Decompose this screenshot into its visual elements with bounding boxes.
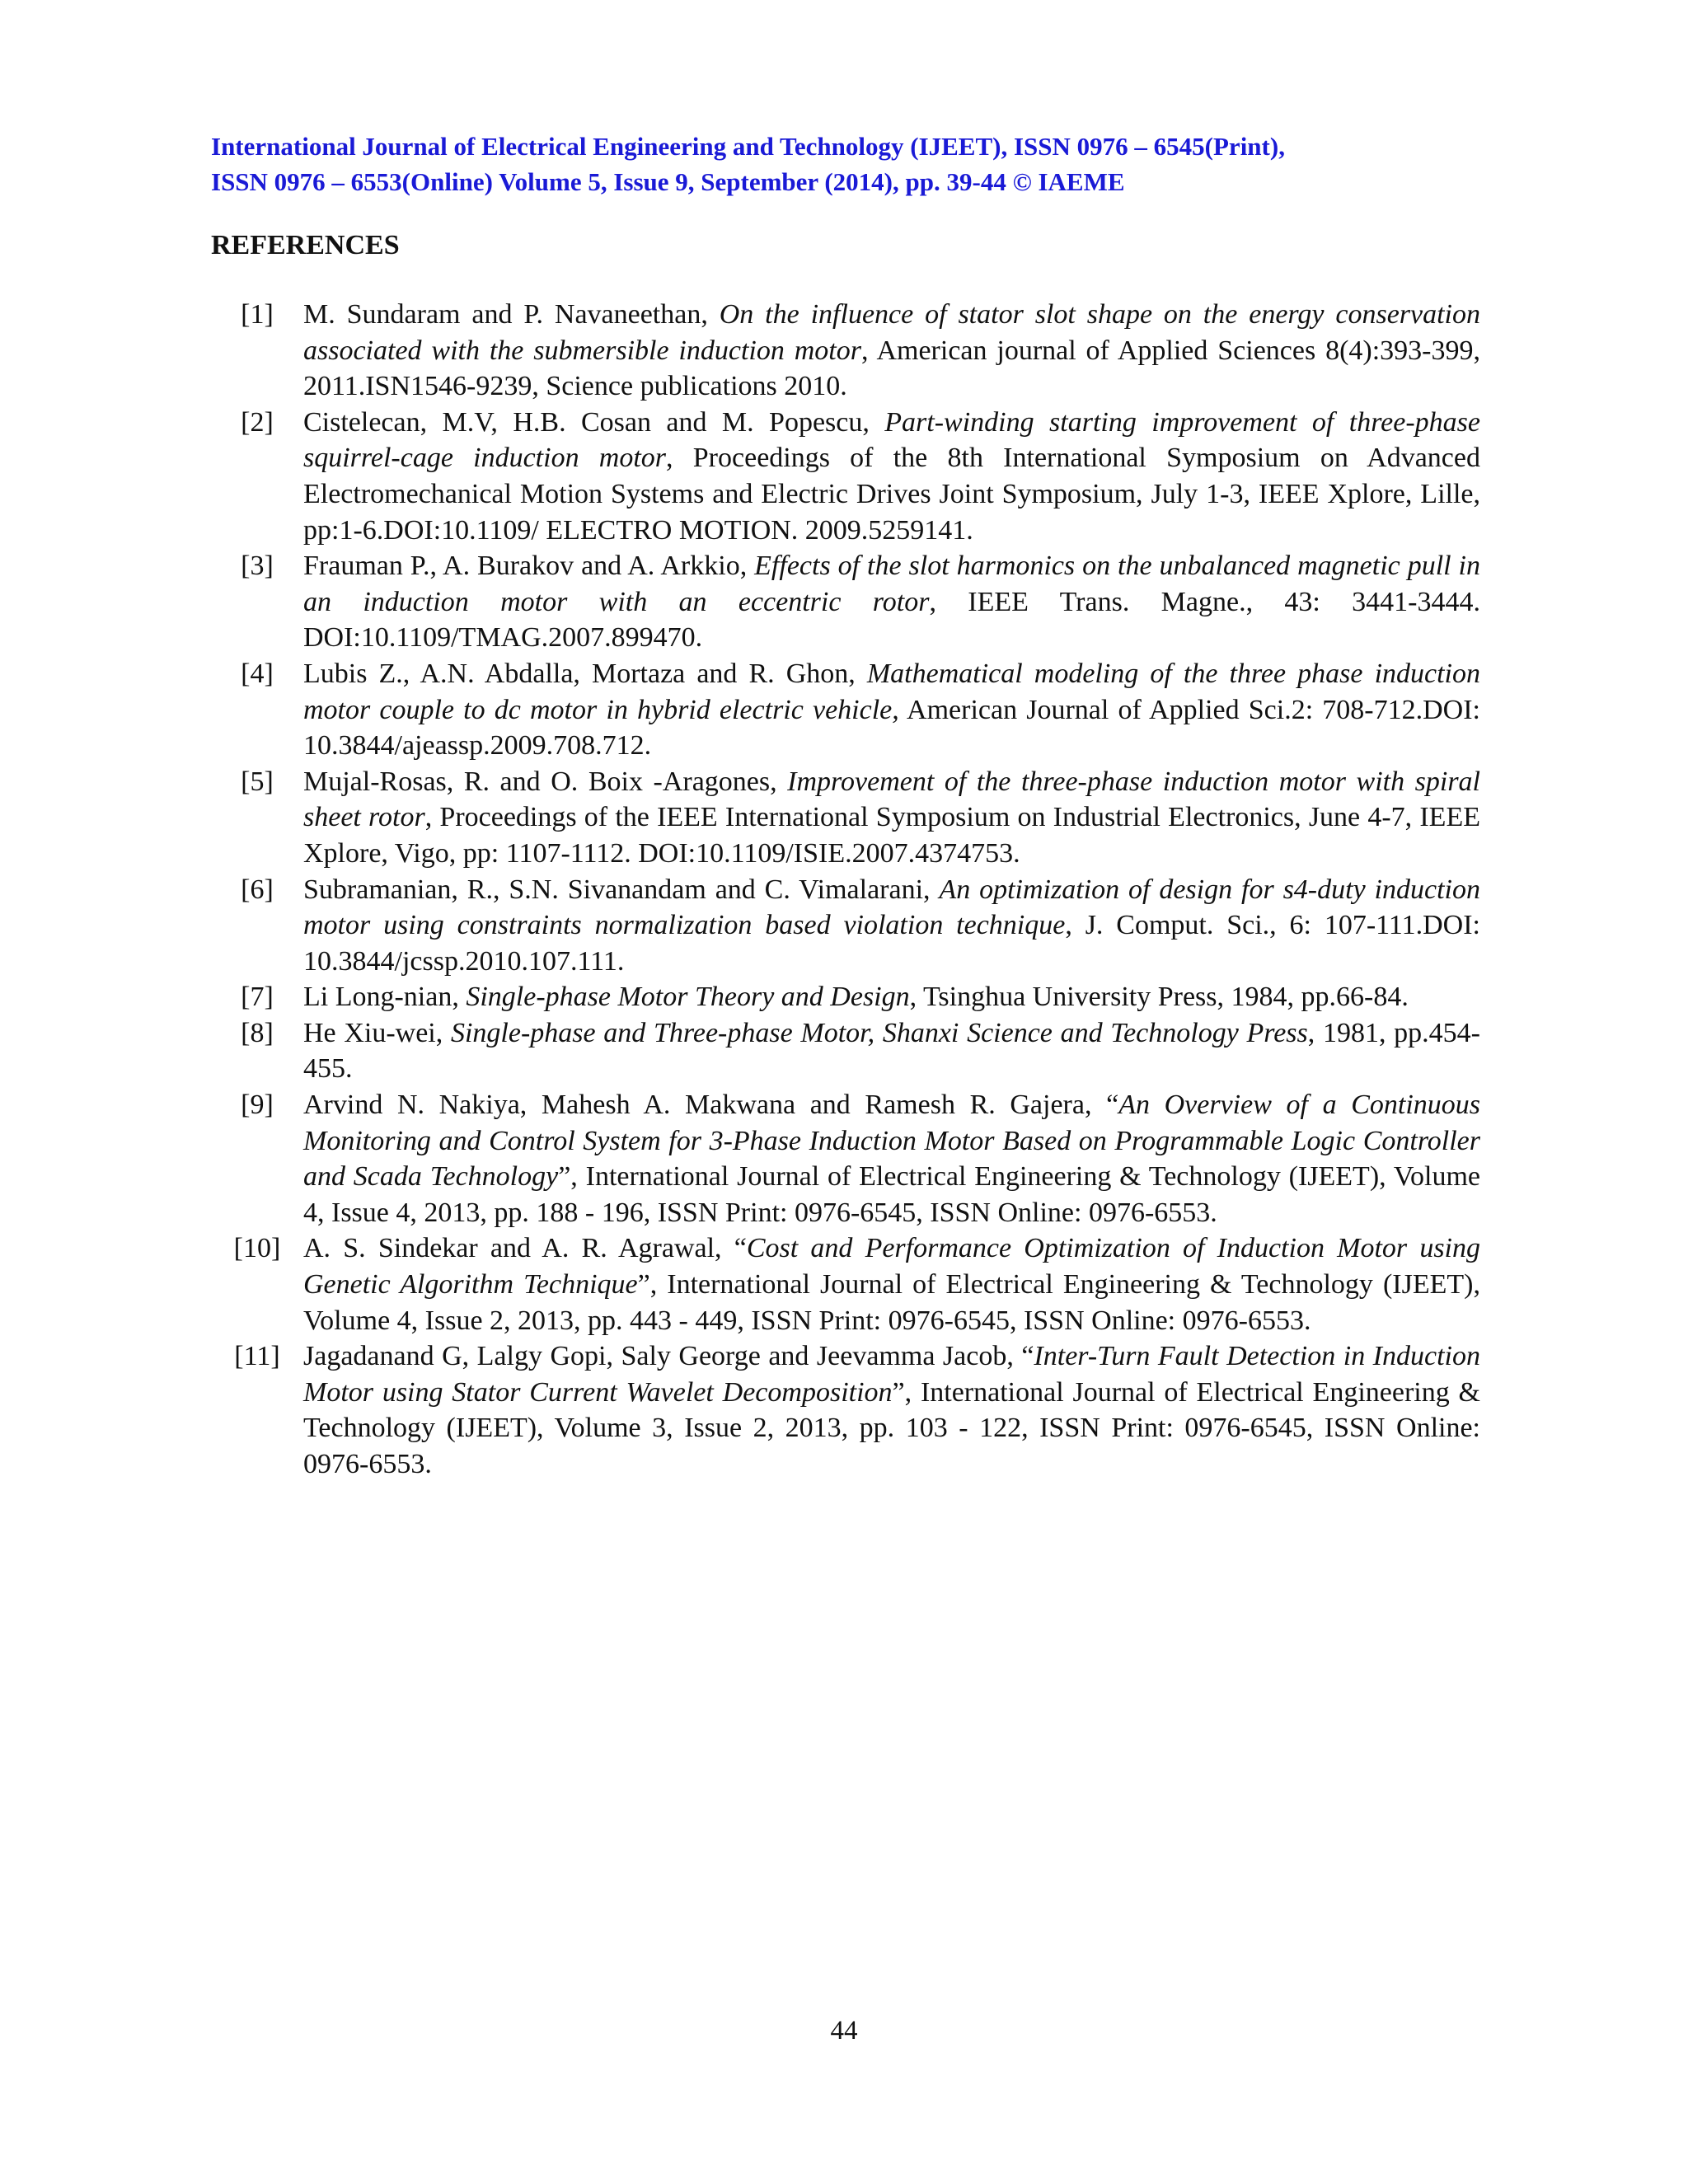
journal-header — [211, 129, 1480, 199]
reference-title: Part-winding starting improvement of three-phase squirrel-cage induction motor — [303, 406, 1481, 474]
reference-item — [211, 297, 1480, 405]
reference-details: ”, International Journal of Electrical Engineering & Technology (IJEET), Volume 4, Issue 2, 2013, pp. 443 - 449, ISSN Print: 0976-6545, ISSN Online: 0976-6553. — [303, 1269, 1480, 1336]
reference-details: , Proceedings of the IEEE International Symposium on Industrial Electronics, June 4-7, IEEE Xplore, Vigo, pp: 1107-1112. DOI:10.1109/ISIE.2007.4374753. — [303, 802, 1480, 869]
reference-item — [211, 979, 1480, 1015]
reference-item — [211, 656, 1480, 764]
reference-item — [211, 1230, 1480, 1338]
reference-item — [211, 548, 1480, 656]
reference-item — [211, 1087, 1480, 1230]
reference-text — [303, 872, 1480, 980]
reference-title: An optimization of design for s4-duty induction motor using constraints normalization based violation technique — [303, 874, 1480, 941]
reference-number: [3] — [241, 551, 274, 582]
reference-title: On the influence of stator slot shape on the energy conservation associated with the submersible induction motor — [303, 299, 1480, 366]
reference-details: , American journal of Applied Sciences 8(4):393-399, 2011.ISN1546-9239, Science publications 2010. — [303, 335, 1480, 402]
reference-details: ”, International Journal of Electrical Engineering & Technology (IJEET), Volume 3, Issue 2, 2013, pp. 103 - 122, ISSN Print: 0976-6545, ISSN Online: 0976-6553. — [303, 1376, 1480, 1479]
reference-title: Mathematical modeling of the three phase induction motor couple to dc motor in hybrid electric vehicle, — [303, 658, 1480, 725]
reference-text — [303, 764, 1480, 872]
reference-details: , IEEE Trans. Magne., 43: 3441-3444. DOI:10.1109/TMAG.2007.899470. — [303, 586, 1480, 654]
reference-number: [8] — [241, 1017, 274, 1048]
reference-item — [211, 764, 1480, 872]
reference-authors: M. Sundaram and P. Navaneethan, — [303, 299, 720, 330]
reference-authors: A. S. Sindekar and A. R. Agrawal, “ — [303, 1233, 747, 1264]
reference-number: [4] — [241, 658, 274, 689]
reference-details: , J. Comput. Sci., 6: 107-111.DOI: 10.3844/jcssp.2010.107.111. — [303, 910, 1480, 977]
reference-number: [1] — [241, 299, 274, 330]
reference-title: An Overview of a Continuous Monitoring and Control System for 3-Phase Induction Motor Based on Programmable Logic Controller and Scada Technology — [303, 1090, 1480, 1193]
reference-number: [2] — [241, 406, 274, 438]
reference-details: , 1981, pp.454-455. — [303, 1017, 1481, 1085]
reference-details: American Journal of Applied Sci.2: 708-712.DOI: 10.3844/ajeassp.2009.708.712. — [303, 694, 1480, 762]
reference-text — [303, 405, 1480, 548]
references-list — [211, 297, 1480, 1483]
page-number: 44 — [830, 2016, 858, 2046]
reference-text — [303, 548, 1480, 656]
reference-number: [10] — [233, 1233, 281, 1264]
section-title-references: REFERENCES — [211, 230, 400, 260]
reference-text — [303, 979, 1480, 1015]
journal-header-line-2: ISSN 0976 – 6553(Online) Volume 5, Issue 9, September (2014), pp. 39-44 © IAEME — [211, 167, 1125, 196]
journal-header-line-1: International Journal of Electrical Engineering and Technology (IJEET), ISSN 0976 – 6545(Print), — [211, 132, 1285, 161]
reference-number: [7] — [241, 982, 274, 1013]
reference-details: , Tsinghua University Press, 1984, pp.66-84. — [909, 982, 1409, 1013]
reference-item — [211, 1338, 1480, 1482]
reference-number: [9] — [241, 1090, 274, 1121]
reference-authors: Arvind N. Nakiya, Mahesh A. Makwana and Ramesh R. Gajera, “ — [303, 1090, 1119, 1121]
reference-authors: Subramanian, R., S.N. Sivanandam and C. Vimalarani, — [303, 874, 940, 905]
reference-number: [6] — [241, 874, 274, 905]
reference-authors: He Xiu-wei, — [303, 1017, 451, 1048]
reference-item — [211, 1015, 1480, 1087]
reference-details: , Proceedings of the 8th International Symposium on Advanced Electromechanical Motion Systems and Electric Drives Joint Symposium, July 1-3, IEEE Xplore, Lille, pp:1-6.DOI:10.1109/ ELECTRO MOTION. 2009.5259141. — [303, 443, 1480, 546]
reference-authors: Frauman P., A. Burakov and A. Arkkio, — [303, 551, 755, 582]
reference-title: Inter-Turn Fault Detection in Induction Motor using Stator Current Wavelet Decomposition — [303, 1341, 1480, 1408]
reference-text — [303, 656, 1480, 764]
reference-details: ”, International Journal of Electrical Engineering & Technology (IJEET), Volume 4, Issue 4, 2013, pp. 188 - 196, ISSN Print: 0976-6545, ISSN Online: 0976-6553. — [303, 1161, 1480, 1228]
reference-authors: Cistelecan, M.V, H.B. Cosan and M. Popescu, — [303, 406, 885, 438]
reference-number: [11] — [234, 1341, 280, 1372]
reference-authors: Jagadanand G, Lalgy Gopi, Saly George and Jeevamma Jacob, “ — [303, 1341, 1034, 1372]
reference-title: Single-phase and Three-phase Motor, Shanxi Science and Technology Press — [450, 1017, 1308, 1048]
reference-item — [211, 872, 1480, 980]
reference-text — [303, 1230, 1480, 1338]
reference-title: Cost and Performance Optimization of Induction Motor using Genetic Algorithm Technique — [303, 1233, 1481, 1301]
reference-text — [303, 1087, 1480, 1230]
reference-title: Effects of the slot harmonics on the unbalanced magnetic pull in an induction motor with an eccentric rotor — [303, 551, 1480, 617]
reference-title: Improvement of the three-phase induction motor with spiral sheet rotor — [303, 766, 1480, 833]
reference-authors: Li Long-nian, — [303, 982, 467, 1013]
reference-title: Single-phase Motor Theory and Design — [466, 982, 910, 1013]
reference-authors: Lubis Z., A.N. Abdalla, Mortaza and R. Ghon, — [303, 658, 867, 689]
reference-item — [211, 405, 1480, 548]
reference-text — [303, 1338, 1480, 1482]
reference-authors: Mujal-Rosas, R. and O. Boix -Aragones, — [303, 766, 788, 797]
reference-number: [5] — [241, 766, 274, 797]
reference-text — [303, 297, 1480, 405]
reference-text — [303, 1015, 1480, 1087]
